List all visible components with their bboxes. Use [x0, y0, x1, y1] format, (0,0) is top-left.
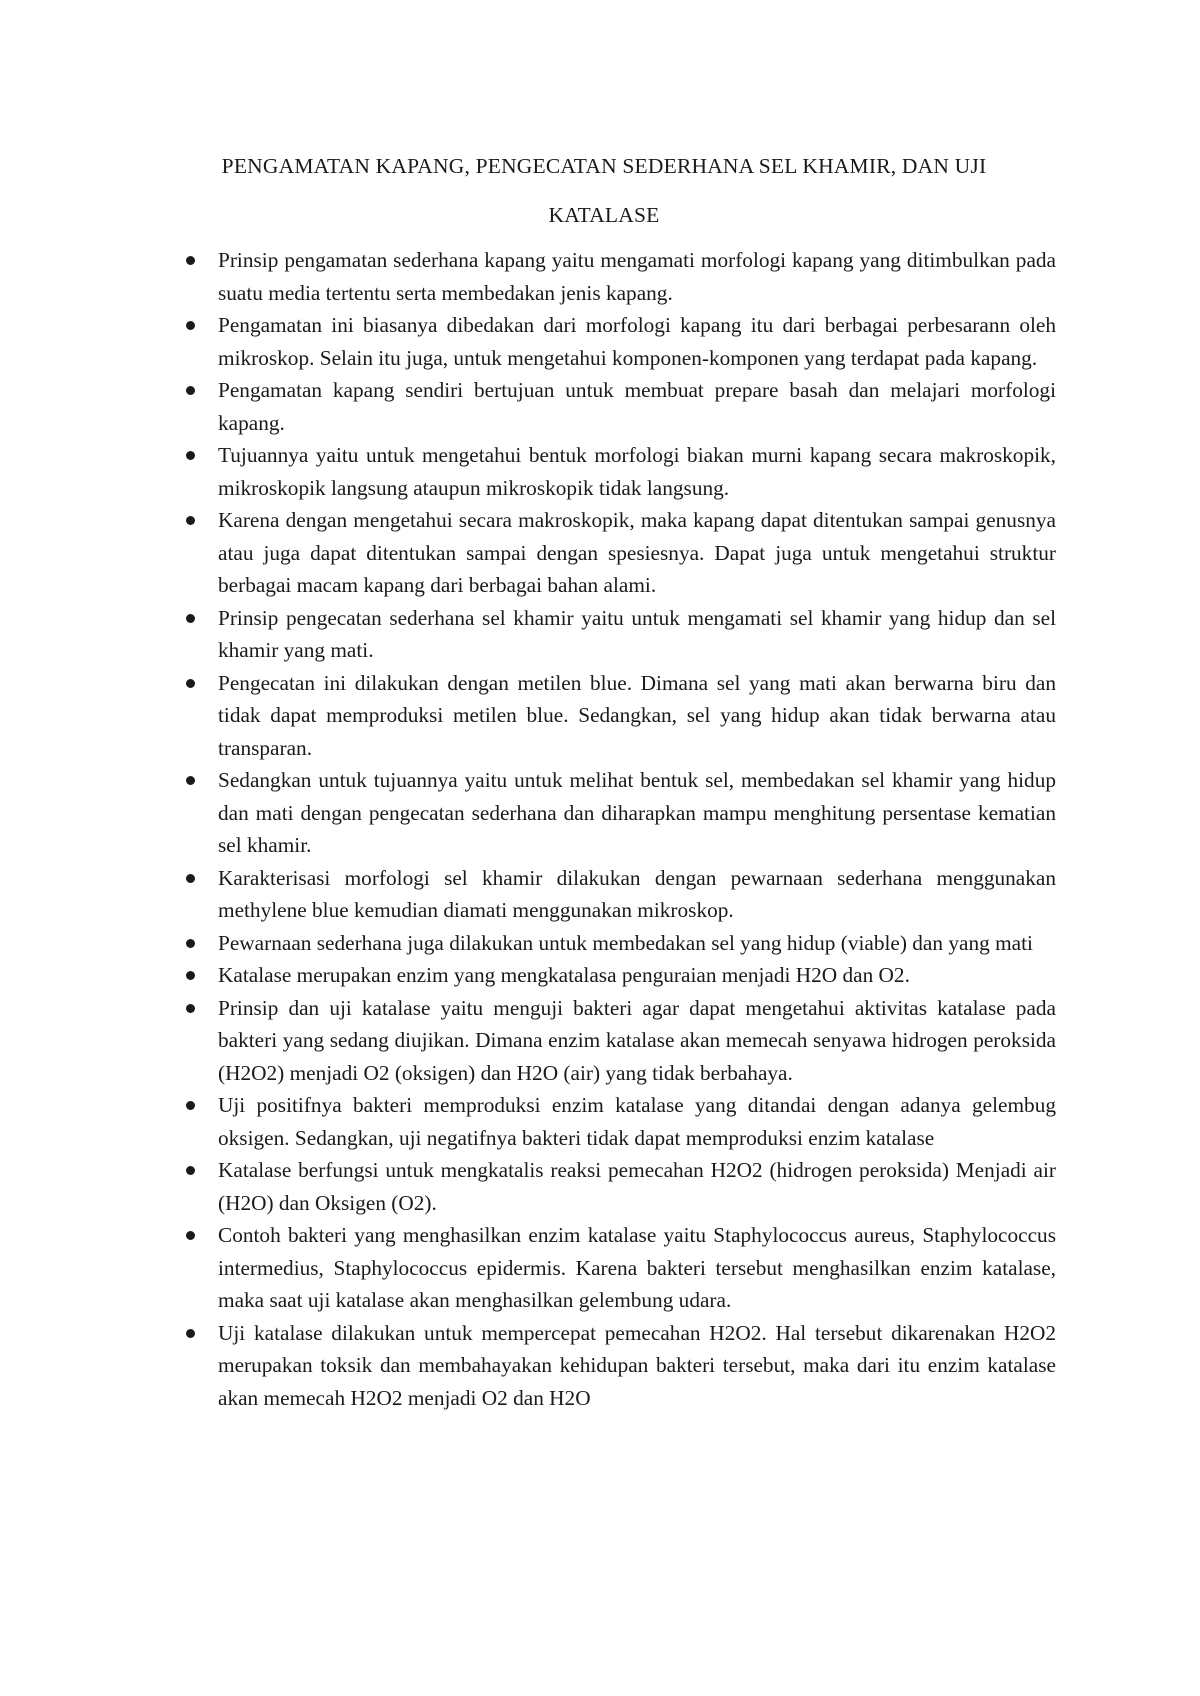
list-item-text: Karena dengan mengetahui secara makroskopik, maka kapang dapat ditentukan sampai genusnya atau juga dapat ditentukan sampai dengan spesiesnya. Dapat juga untuk mengetahui struktur berbagai macam kapang dari berbagai bahan alami. [218, 508, 1056, 597]
list-item-text: Uji positifnya bakteri memproduksi enzim katalase yang ditandai dengan adanya gelembug oksigen. Sedangkan, uji negatifnya bakteri tidak dapat memproduksi enzim katalase [218, 1093, 1056, 1150]
bullet-icon [186, 256, 195, 265]
list-item-text: Katalase merupakan enzim yang mengkatalasa penguraian menjadi H2O dan O2. [218, 963, 910, 987]
bullet-icon [186, 1329, 195, 1338]
bullet-list [218, 244, 1056, 1414]
list-item [218, 504, 1056, 602]
bullet-icon [186, 1101, 195, 1110]
bullet-icon [186, 321, 195, 330]
bullet-icon [186, 1231, 195, 1240]
list-item [218, 1317, 1056, 1415]
bullet-icon [186, 971, 195, 980]
list-item [218, 1219, 1056, 1317]
list-item-text: Uji katalase dilakukan untuk mempercepat pemecahan H2O2. Hal tersebut dikarenakan H2O2 merupakan toksik dan membahayakan kehidupan bakteri tersebut, maka dari itu enzim katalase akan memecah H2O2 menjadi O2 dan H2O [218, 1320, 1056, 1410]
list-item-text: Prinsip pengamatan sederhana kapang yaitu mengamati morfologi kapang yang ditimbulkan pada suatu media tertentu serta membedakan jenis kapang. [218, 248, 1056, 305]
list-item-text: Tujuannya yaitu untuk mengetahui bentuk morfologi biakan murni kapang secara makroskopik, mikroskopik langsung ataupun mikroskopik tidak langsung. [218, 443, 1056, 500]
list-item-text: Pengamatan ini biasanya dibedakan dari morfologi kapang itu dari berbagai perbesarann oleh mikroskop. Selain itu juga, untuk mengetahui komponen-komponen yang terdapat pada kapang. [218, 313, 1056, 370]
bullet-icon [186, 386, 195, 395]
list-item-text: Pewarnaan sederhana juga dilakukan untuk membedakan sel yang hidup (viable) dan yang mati [218, 930, 1033, 955]
list-item [218, 862, 1056, 927]
list-item-text: Pengecatan ini dilakukan dengan metilen blue. Dimana sel yang mati akan berwarna biru dan tidak dapat memproduksi metilen blue. Sedangkan, sel yang hidup akan tidak berwarna atau transparan. [218, 670, 1056, 760]
list-item [218, 667, 1056, 765]
bullet-icon [186, 1166, 195, 1175]
list-item [218, 439, 1056, 504]
list-item [218, 927, 1056, 960]
list-item-text: Prinsip dan uji katalase yaitu menguji bakteri agar dapat mengetahui aktivitas katalase pada bakteri yang sedang diujikan. Dimana enzim katalase akan memecah senyawa hidrogen peroksida (H2O2) menjadi O2 (oksigen) dan H2O (air) yang tidak berbahaya. [218, 995, 1056, 1085]
title-line-1: PENGAMATAN KAPANG, PENGECATAN SEDERHANA SEL KHAMIR, DAN UJI [221, 154, 987, 178]
list-item [218, 1154, 1056, 1219]
list-item [218, 374, 1056, 439]
list-item [218, 244, 1056, 309]
list-item [218, 764, 1056, 862]
bullet-icon [186, 516, 195, 525]
bullet-icon [186, 939, 195, 948]
bullet-icon [186, 874, 195, 883]
bullet-icon [186, 679, 195, 688]
list-item-text: Pengamatan kapang sendiri bertujuan untuk membuat prepare basah dan melajari morfologi kapang. [218, 378, 1056, 435]
list-item-text: Prinsip pengecatan sederhana sel khamir yaitu untuk mengamati sel khamir yang hidup dan sel khamir yang mati. [218, 605, 1056, 662]
bullet-icon [186, 451, 195, 460]
list-item [218, 992, 1056, 1090]
list-item [218, 1089, 1056, 1154]
list-item-text: Karakterisasi morfologi sel khamir dilakukan dengan pewarnaan sederhana menggunakan methylene blue kemudian diamati menggunakan mikroskop. [218, 865, 1056, 922]
list-item [218, 959, 1056, 992]
list-item [218, 309, 1056, 374]
document-title [150, 142, 1058, 240]
bullet-icon [186, 1004, 195, 1013]
bullet-icon [186, 614, 195, 623]
title-line-2: KATALASE [548, 203, 660, 227]
list-item [218, 602, 1056, 667]
list-item-text: Contoh bakteri yang menghasilkan enzim katalase yaitu Staphylococcus aureus, Staphylococcus intermedius, Staphylococcus epidermis. Karena bakteri tersebut menghasilkan enzim katalase, maka saat uji katalase akan menghasilkan gelembung udara. [218, 1223, 1056, 1312]
list-item-text: Sedangkan untuk tujuannya yaitu untuk melihat bentuk sel, membedakan sel khamir yang hidup dan mati dengan pengecatan sederhana dan diharapkan mampu menghitung persentase kematian sel khamir. [218, 768, 1056, 857]
bullet-icon [186, 776, 195, 785]
list-item-text: Katalase berfungsi untuk mengkatalis reaksi pemecahan H2O2 (hidrogen peroksida) Menjadi air (H2O) dan Oksigen (O2). [218, 1158, 1056, 1215]
